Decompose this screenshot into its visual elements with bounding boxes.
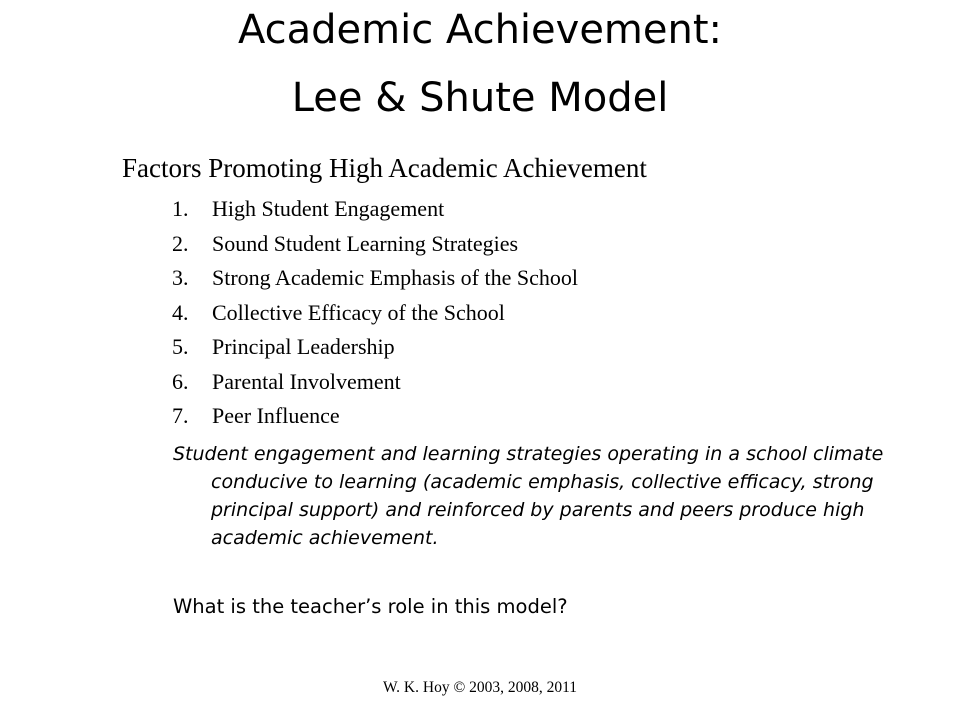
factor-item [172,399,578,434]
factor-list [172,192,578,434]
factor-label: Principal Leadership [212,334,395,359]
factor-item [172,261,578,296]
factor-number: 1. [172,196,189,221]
factor-number: 7. [172,403,189,428]
summary-paragraph: Student engagement and learning strategies operating in a school climate conducive to learning (academic emphasis, collective efficacy, strong principal support) and reinforced by parents and peers produce high academic achievement. [173,443,884,549]
slide-title-line-1: Academic Achievement: [237,7,723,53]
factor-item [172,365,578,400]
factor-number: 2. [172,230,189,256]
factor-label: Sound Student Learning Strategies [212,230,519,256]
list-heading: Factors Promoting High Academic Achievement [122,153,647,183]
factor-label: High Student Engagement [212,196,445,221]
factor-label: Parental Involvement [212,368,401,394]
factor-item [172,330,578,365]
factor-label: Collective Efficacy of the School [212,299,505,325]
factor-item [172,227,578,262]
factor-number: 4. [172,299,189,325]
copyright-footer: W. K. Hoy © 2003, 2008, 2011 [382,679,578,696]
factor-label: Strong Academic Emphasis of the School [212,265,578,290]
factor-number: 6. [172,368,189,394]
discussion-question: What is the teacher’s role in this model? [173,595,568,618]
factor-number: 5. [172,334,189,359]
slide-title-line-2: Lee & Shute Model [291,75,669,121]
factor-label: Peer Influence [212,403,340,428]
factor-item [172,296,578,331]
factor-number: 3. [172,265,189,290]
factor-item [172,192,578,227]
